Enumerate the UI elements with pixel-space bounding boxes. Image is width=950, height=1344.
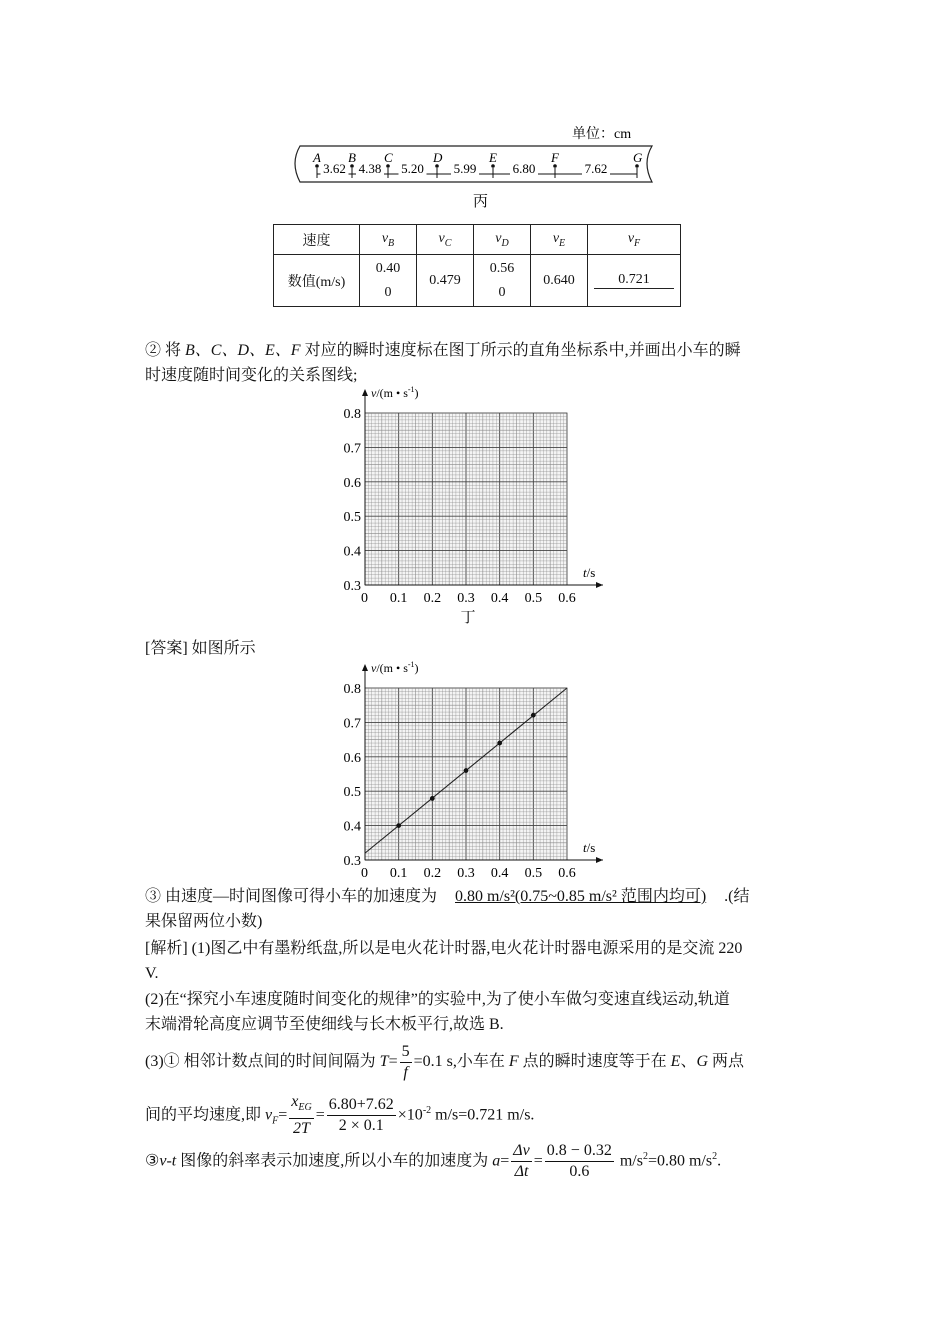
q3-line2: 果保留两位小数): [145, 913, 263, 930]
tape-point-D: D: [433, 150, 443, 165]
analysis-line2: V.: [145, 965, 159, 982]
tape-point-C: C: [384, 150, 393, 165]
y-tick-label: 0.4: [343, 544, 361, 560]
y-tick-label: 0.6: [343, 750, 361, 766]
fraction-dv-over-dt: $\frac{\Delta v}{\Delta t}$: [513, 1142, 530, 1181]
table-header-speed: 速度: [274, 225, 360, 255]
x-axis-arrow: [596, 582, 603, 588]
y-tick-label: 0.7: [343, 716, 361, 732]
x-tick-label: 0.3: [457, 866, 475, 881]
graph-ding: [330, 380, 620, 625]
q2-line1: ② 将 B、C、D、E、F 对应的瞬时速度标在图丁所示的直角坐标系中,并画出小车的瞬: [145, 342, 741, 359]
x-tick-label: 0.4: [490, 866, 509, 881]
analysis-line6: 间的平均速度,即 $v_F=$ $\frac{x_{EG}}{2T}$ = $\frac{6.80+7.62}{2 \times 0.1}$ $\times 10^{-2}$ m/s=0.721 m/s.: [145, 1093, 535, 1138]
table-cell-ve: 0.640: [531, 255, 588, 307]
table-cell-vb: 0.40 0: [360, 255, 417, 307]
graph-answer: [330, 655, 620, 881]
analysis-line4: 末端滑轮高度应调节至使细线与长木板平行,故选 B.: [145, 1016, 504, 1033]
y-tick-label: 0.5: [343, 510, 361, 526]
fraction-5-over-f: $\frac{5}{f}$: [401, 1042, 410, 1081]
table-cell-vd: 0.56 0: [474, 255, 531, 307]
graph-caption: 丁: [460, 610, 476, 626]
table-row-label: 数值(m/s): [274, 255, 360, 307]
y-tick-label: 0.6: [343, 475, 361, 491]
y-tick-label: 0.7: [343, 441, 361, 457]
y-axis-label: v/(m • $s^{-1}$): [371, 660, 419, 675]
tape-segment-2: 5.20: [401, 161, 424, 176]
tape-unit: 单位：cm: [572, 127, 632, 142]
tape-point-A: A: [313, 150, 321, 165]
y-tick-label: 0.3: [343, 854, 361, 869]
x-axis-label: t/s: [583, 565, 596, 580]
y-tick-label: 0.5: [343, 785, 361, 801]
analysis-line1: [解析] (1)图乙中有墨粉纸盘,所以是电火花计时器,电火花计时器电源采用的是交流 220: [145, 940, 743, 957]
tape-segment-1: 4.38: [358, 161, 382, 176]
data-point: [531, 713, 536, 718]
y-axis-arrow: [362, 664, 368, 671]
x-tick-label: 0.6: [558, 591, 576, 606]
analysis-line5: (3)① 相邻计数点间的时间间隔为 T= $\frac{5}{f}$ =0.1 s,小车在 F 点的瞬时速度等于在 E、G 两点: [145, 1042, 745, 1081]
tape-point-G: G: [633, 150, 643, 165]
data-point: [430, 796, 435, 801]
data-point: [396, 823, 401, 828]
origin-label: 0: [361, 866, 368, 881]
x-tick-label: 0.6: [558, 866, 576, 881]
tape-segment-3: 5.99: [453, 161, 477, 176]
grid: [365, 688, 567, 860]
tape-segment-4: 6.80: [512, 161, 536, 176]
table-header-vb: $v_B$: [360, 225, 417, 255]
tape-point-E: E: [489, 150, 497, 165]
grid: [365, 413, 567, 585]
y-tick-label: 0.4: [343, 819, 361, 835]
q3-line1: ③ 由速度—时间图像可得小车的加速度为 0.80 m/s²(0.75~0.85 m/s² 范围内均可) .(结: [145, 888, 750, 905]
table-header-ve: $v_E$: [531, 225, 588, 255]
y-axis-arrow: [362, 389, 368, 396]
tape-point-F: F: [551, 150, 559, 165]
y-tick-label: 0.3: [343, 579, 361, 594]
table-header-vd: $v_D$: [474, 225, 531, 255]
x-tick-label: 0.5: [524, 591, 543, 606]
speed-table: [273, 224, 681, 307]
q3-answer: 0.80 m/s²(0.75~0.85 m/s² 范围内均可): [455, 888, 707, 905]
y-tick-label: 0.8: [343, 407, 361, 422]
tape-point-B: B: [348, 150, 356, 165]
table-header-vf: $v_F$: [588, 225, 681, 255]
x-axis-arrow: [596, 857, 603, 863]
paper-tape-figure: [290, 118, 670, 213]
table-cell-vf: 0.721: [588, 255, 681, 307]
tape-marks: [312, 150, 643, 178]
q2-line2: 时速度随时间变化的关系图线;: [145, 367, 358, 384]
x-tick-label: 0.5: [524, 866, 543, 881]
x-tick-label: 0.1: [389, 591, 408, 606]
tape-segment-5: 7.62: [584, 161, 608, 176]
analysis-line7: ③v-t 图像的斜率表示加速度,所以小车的加速度为 a= $\frac{\Delta v}{\Delta t}$ = $\frac{0.8 - 0.32}{0.6}$ $m/s^2=0.80$ $m/s^2$.: [145, 1142, 722, 1181]
y-axis-label: v/(m • $s^{-1}$): [371, 385, 419, 400]
y-tick-label: 0.8: [343, 682, 361, 697]
fraction-sum-over-02: $\frac{6.80+7.62}{2 \times 0.1}$: [328, 1096, 394, 1135]
table-cell-vc: 0.479: [417, 255, 474, 307]
tape-segment-0: 3.62: [323, 161, 346, 176]
x-tick-label: 0.3: [457, 591, 475, 606]
x-tick-label: 0.4: [490, 591, 509, 606]
origin-label: 0: [361, 591, 368, 606]
answer-label: [答案] 如图所示: [145, 640, 256, 657]
x-tick-label: 0.2: [423, 866, 442, 881]
x-tick-label: 0.1: [389, 866, 408, 881]
tape-caption: 丙: [473, 194, 489, 210]
table-header-vc: $v_C$: [417, 225, 474, 255]
x-axis-label: t/s: [583, 840, 596, 855]
analysis-line3: (2)在“探究小车速度随时间变化的规律”的实验中,为了使小车做匀变速直线运动,轨道: [145, 991, 730, 1008]
data-point: [464, 768, 469, 773]
x-tick-label: 0.2: [423, 591, 442, 606]
data-point: [497, 741, 502, 746]
fraction-xeg-over-2t: $\frac{x_{EG}}{2T}$: [291, 1093, 312, 1138]
fraction-slope-values: $\frac{0.8 - 0.32}{0.6}$: [546, 1142, 612, 1181]
